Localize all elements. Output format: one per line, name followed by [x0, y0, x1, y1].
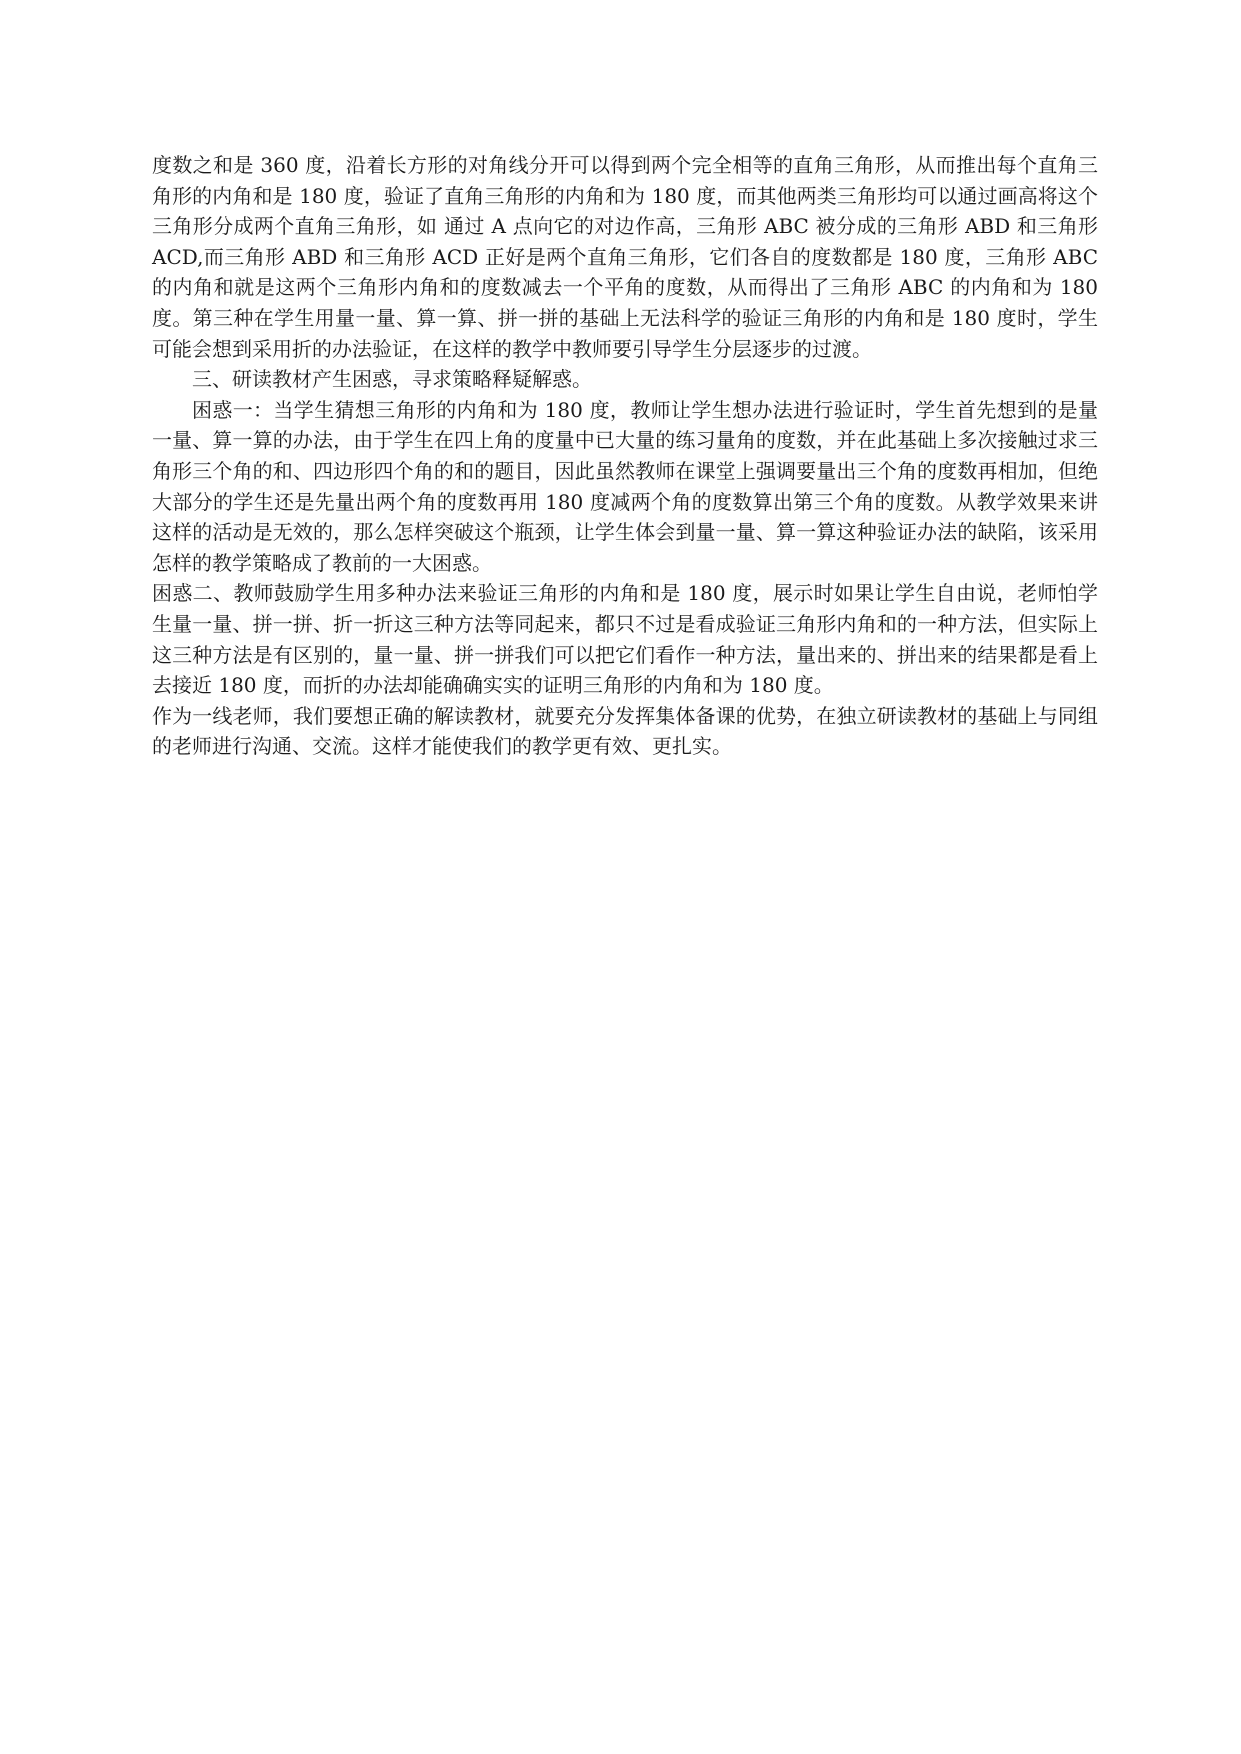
paragraph-conclusion: 作为一线老师，我们要想正确的解读教材，就要充分发挥集体备课的优势，在独立研读教材的基础上与同组的老师进行沟通、交流。这样才能使我们的教学更有效、更扎实。 [152, 703, 1098, 759]
section-heading-three: 三、研读教材产生困惑，寻求策略释疑解惑。 [192, 367, 592, 392]
paragraph-verification-methods: 度数之和是 360 度，沿着长方形的对角线分开可以得到两个完全相等的直角三角形，从而推出每个直角三角形的内角和是 180 度，验证了直角三角形的内角和为 180 度，而其他两类三角形均可以通过画高将这个三角形分成两个直角三角形，如 通过 A 点向它的对边作高，三角形 ABC 被分成的三角形 ABD 和三角形 ACD,而三角形 ABD 和三角形 ACD 正好是两个直角三角形，它们各自的度数都是 180 度，三角形 ABC 的内角和就是这两个三角形内角和的度数减去一个平角的度数，从而得出了三角形 ABC 的内角和为 180 度。第三种在学生用量一量、算一算、拼一拼的基础上无法科学的验证三角形的内角和是 180 度时，学生可能会想到采用折的办法验证，在这样的教学中教师要引导学生分层逐步的过渡。 [152, 153, 1105, 361]
document-body [152, 150, 1105, 762]
paragraph-confusion-two: 困惑二、教师鼓励学生用多种办法来验证三角形的内角和是 180 度，展示时如果让学生自由说，老师怕学生量一量、拼一拼、折一折这三种方法等同起来，都只不过是看成验证三角形内角和的一种方法，但实际上这三种方法是有区别的，量一量、拼一拼我们可以把它们看作一种方法，量出来的、拼出来的结果都是看上去接近 180 度，而折的办法却能确确实实的证明三角形的内角和为 180 度。 [152, 581, 1098, 698]
paragraph-confusion-one: 困惑一：当学生猜想三角形的内角和为 180 度，教师让学生想办法进行验证时，学生首先想到的是量一量、算一算的办法，由于学生在四上角的度量中已大量的练习量角的度数，并在此基础上多次接触过求三角形三个角的和、四边形四个角的和的题目，因此虽然教师在课堂上强调要量出三个角的度数再相加，但绝大部分的学生还是先量出两个角的度数再用 180 度减两个角的度数算出第三个角的度数。从教学效果来讲这样的活动是无效的，那么怎样突破这个瓶颈，让学生体会到量一量、算一算这种验证办法的缺陷，该采用怎样的教学策略成了教前的一大困惑。 [152, 397, 1098, 575]
